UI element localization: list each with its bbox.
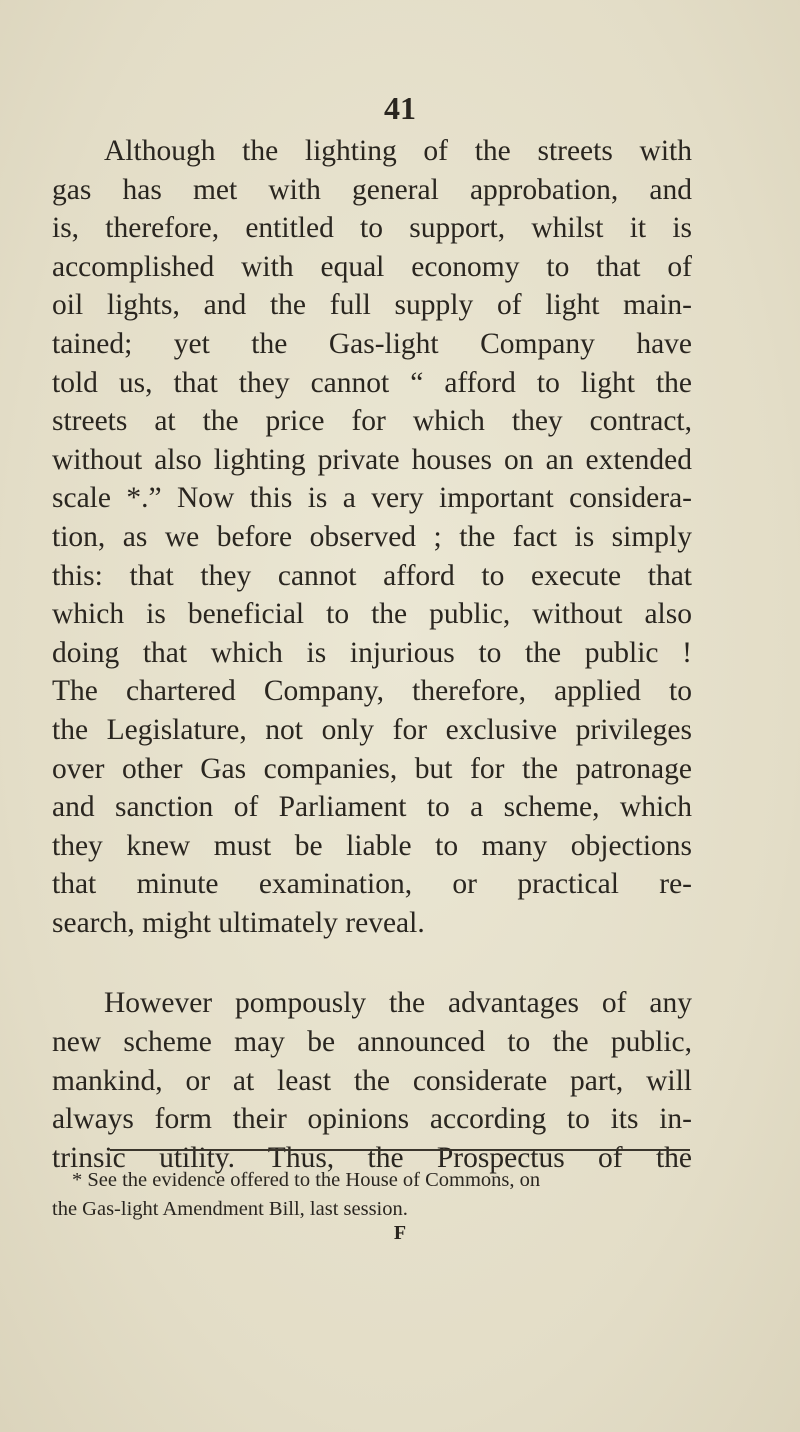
text-line: and sanction of Parliament to a scheme, which bbox=[52, 791, 692, 824]
body-text bbox=[52, 132, 692, 1177]
text-line: streets at the price for which they contract, bbox=[52, 405, 692, 438]
text-line: scale *.” Now this is a very important considera- bbox=[52, 482, 692, 515]
signature-mark: F bbox=[393, 1222, 407, 1244]
text-line: oil lights, and the full supply of light main- bbox=[52, 289, 692, 322]
text-line: tained; yet the Gas-light Company have bbox=[52, 327, 692, 360]
text-line: that minute examination, or practical re- bbox=[52, 868, 692, 901]
text-line: the Legislature, not only for exclusive privileges bbox=[52, 713, 692, 746]
text-line: over other Gas companies, but for the patronage bbox=[52, 752, 692, 785]
text-line: Although the lighting of the streets with bbox=[104, 135, 692, 167]
footnote-line: the Gas-light Amendment Bill, last session. bbox=[52, 1198, 408, 1220]
text-line: accomplished with equal economy to that of bbox=[52, 250, 692, 283]
text-line: without also lighting private houses on an extended bbox=[52, 443, 692, 476]
paragraph-spacer bbox=[52, 942, 692, 984]
text-line: told us, that they cannot “ afford to light the bbox=[52, 366, 692, 399]
text-line: always form their opinions according to its in- bbox=[52, 1103, 692, 1136]
text-line: However pompously the advantages of any bbox=[104, 987, 692, 1020]
page-number: 41 bbox=[384, 90, 416, 126]
text-line: mankind, or at least the considerate part, will bbox=[52, 1064, 692, 1097]
footnote bbox=[52, 1166, 692, 1224]
text-line: search, might ultimately reveal. bbox=[52, 906, 425, 939]
footnote-line: * See the evidence offered to the House of Commons, on bbox=[72, 1169, 541, 1191]
text-line: tion, as we before observed ; the fact is simply bbox=[52, 520, 692, 553]
text-line: The chartered Company, therefore, applied to bbox=[52, 675, 692, 708]
text-line: they knew must be liable to many objections bbox=[52, 829, 692, 862]
text-line: is, therefore, entitled to support, whilst it is bbox=[52, 212, 692, 245]
text-line: trinsic utility. Thus, the Prospectus of the bbox=[52, 1141, 692, 1174]
paragraph-1 bbox=[52, 132, 692, 942]
footnote-rule bbox=[110, 1149, 690, 1151]
text-line: gas has met with general approbation, and bbox=[52, 173, 692, 206]
text-line: doing that which is injurious to the public ! bbox=[52, 636, 692, 669]
text-line: new scheme may be announced to the public, bbox=[52, 1026, 692, 1059]
text-line: which is beneficial to the public, without also bbox=[52, 598, 692, 631]
text-line: this: that they cannot afford to execute that bbox=[52, 559, 692, 592]
